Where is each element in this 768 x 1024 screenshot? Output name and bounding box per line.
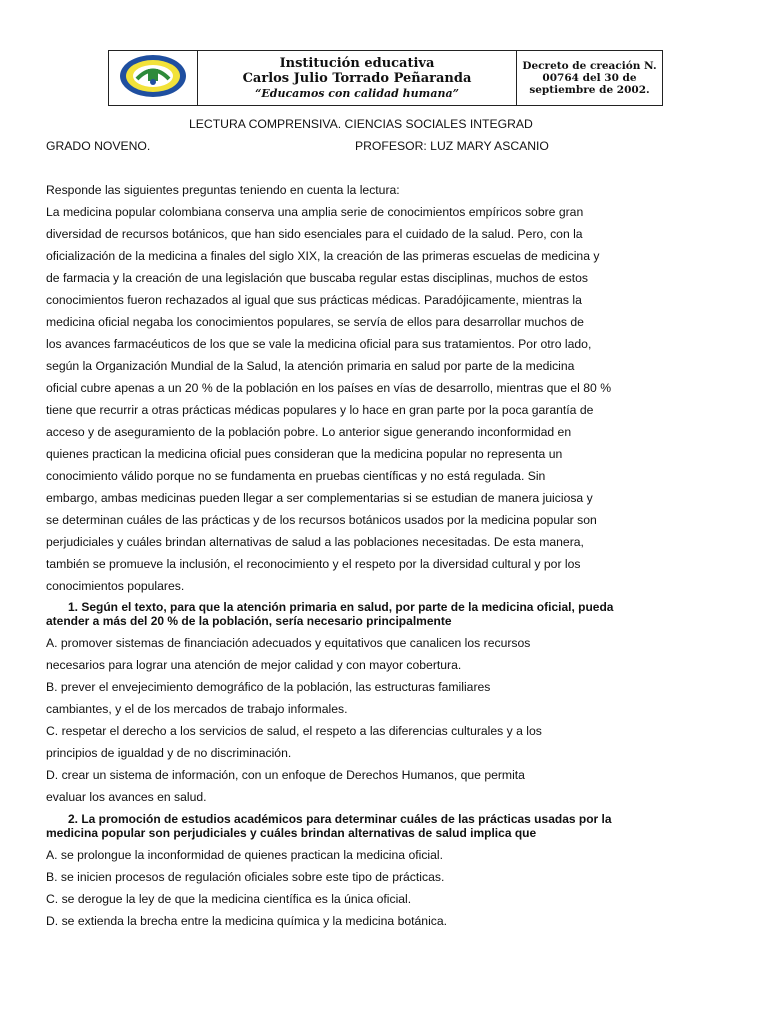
reading-line: embargo, ambas medicinas pueden llegar a ser complementarias si se estudian de manera juiciosa y: [46, 491, 593, 505]
reading-line: se determinan cuáles de las prácticas y de los recursos botánicos usados por la medicina popular son: [46, 513, 597, 527]
institution-header: [108, 50, 663, 106]
institution-name-line1: Institución educativa: [279, 55, 435, 71]
logo-cell: [109, 51, 198, 106]
question-1-option: C. respetar el derecho a los servicios de salud, el respeto a las diferencias culturales y a los: [46, 724, 542, 738]
decree-line1: Decreto de creación N.: [522, 60, 657, 72]
question-1-option: B. prever el envejecimiento demográfico de la población, las estructuras familiares: [46, 680, 491, 694]
question-2-option: A. se prolongue la inconformidad de quienes practican la medicina oficial.: [46, 848, 444, 862]
reading-line: conocimientos populares.: [46, 579, 185, 593]
teacher-label: PROFESOR: LUZ MARY ASCANIO: [355, 139, 549, 153]
question-1-stem: 1. Según el texto, para que la atención primaria en salud, por parte de la medicina oficial, pueda: [68, 600, 614, 614]
question-1-stem-cont: atender a más del 20 % de la población, sería necesario principalmente: [46, 614, 452, 628]
reading-line: según la Organización Mundial de la Salud, la atención primaria en salud por parte de la medicina: [46, 359, 575, 373]
reading-line: diversidad de recursos botánicos, que han sido esenciales para el cuidado de la salud. Pero, con la: [46, 227, 583, 241]
document-title: LECTURA COMPRENSIVA. CIENCIAS SOCIALES INTEGRAD: [189, 117, 533, 131]
reading-line: quienes practican la medicina oficial pues consideran que la medicina popular no representa un: [46, 447, 563, 461]
reading-line: perjudiciales y cuáles brindan alternativas de salud a las poblaciones necesitadas. De esta manera,: [46, 535, 584, 549]
question-1-option: principios de igualdad y de no discriminación.: [46, 746, 292, 760]
question-2-option: D. se extienda la brecha entre la medicina química y la medicina botánica.: [46, 914, 448, 928]
question-2-stem: 2. La promoción de estudios académicos para determinar cuáles de las prácticas usadas por la: [68, 812, 612, 826]
question-1-option: A. promover sistemas de financiación adecuados y equitativos que canalicen los recursos: [46, 636, 531, 650]
reading-line: oficialización de la medicina a finales del siglo XIX, la creación de las primeras escuelas de medicina y: [46, 249, 600, 263]
institution-motto: “Educamos con calidad humana”: [255, 86, 459, 100]
reading-line: los avances farmacéuticos de los que se vale la medicina oficial para sus tratamientos. Por otro lado,: [46, 337, 592, 351]
reading-line: La medicina popular colombiana conserva una amplia serie de conocimientos empíricos sobre gran: [46, 205, 584, 219]
question-1-option: cambiantes, y el de los mercados de trabajo informales.: [46, 702, 348, 716]
reading-line: conocimiento válido porque no se fundamenta en pruebas científicas y no está regulada. Sin: [46, 469, 546, 483]
question-1-option: evaluar los avances en salud.: [46, 790, 207, 804]
question-2-option: C. se derogue la ley de que la medicina científica es la única oficial.: [46, 892, 412, 906]
reading-line: oficial cubre apenas a un 20 % de la población en los países en vías de desarrollo, mientras que el 80 %: [46, 381, 612, 395]
grade-label: GRADO NOVENO.: [46, 139, 151, 153]
question-1-option: D. crear un sistema de información, con un enfoque de Derechos Humanos, que permita: [46, 768, 525, 782]
instruction-text: Responde las siguientes preguntas teniendo en cuenta la lectura:: [46, 183, 400, 197]
reading-line: tiene que recurrir a otras prácticas médicas populares y lo hace en gran parte por la poca garantía de: [46, 403, 594, 417]
reading-line: conocimientos fueron rechazados al igual que sus prácticas médicas. Paradójicamente, mientras la: [46, 293, 582, 307]
question-2-stem-cont: medicina popular son perjudiciales y cuáles brindan alternativas de salud implica que: [46, 826, 537, 840]
reading-line: también se promueve la inclusión, el reconocimiento y el respeto por la diversidad cultural y por los: [46, 557, 581, 571]
decree-line2: 00764 del 30 de: [542, 72, 637, 84]
question-2-option: B. se inicien procesos de regulación oficiales sobre este tipo de prácticas.: [46, 870, 445, 884]
institution-name-cell: [198, 51, 517, 106]
institution-seal-icon: [117, 52, 189, 100]
reading-line: de farmacia y la creación de una legislación que buscaba regular estas disciplinas, muchos de estos: [46, 271, 588, 285]
decree-cell: [517, 51, 663, 106]
question-1-option: necesarios para lograr una atención de mejor calidad y con mayor cobertura.: [46, 658, 462, 672]
decree-line3: septiembre de 2002.: [529, 84, 650, 96]
institution-name-line2: Carlos Julio Torrado Peñaranda: [242, 70, 472, 86]
reading-line: medicina oficial negaba los conocimientos populares, se servía de ellos para desarrollar muchos de: [46, 315, 584, 329]
reading-line: acceso y de aseguramiento de la población pobre. Lo anterior sigue generando inconformidad en: [46, 425, 572, 439]
